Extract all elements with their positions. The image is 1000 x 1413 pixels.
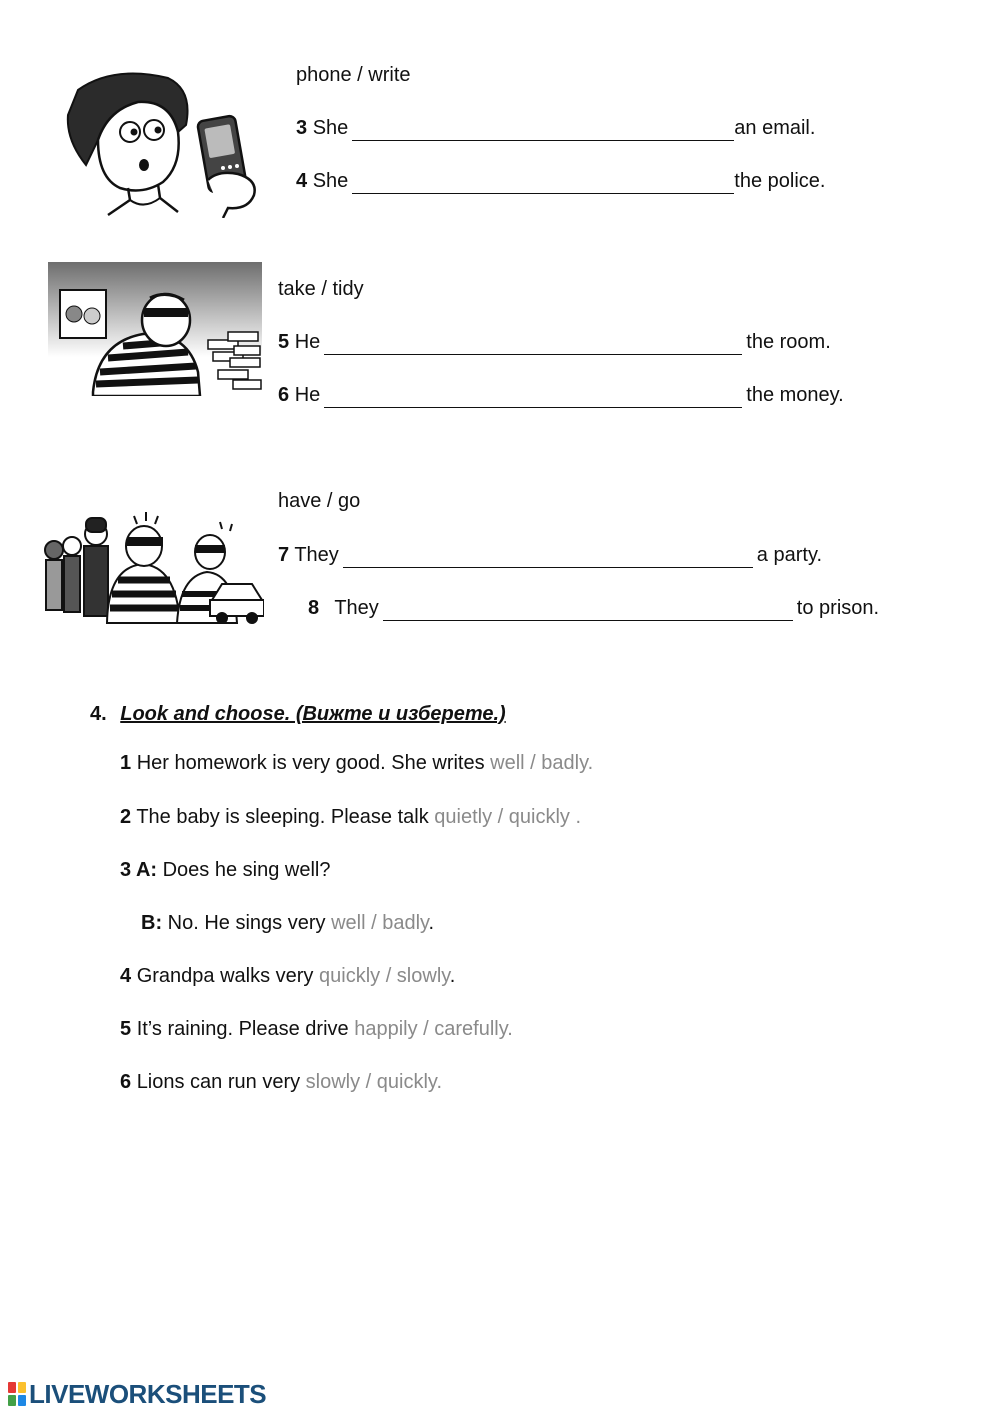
choice-options[interactable]: slowly / quickly. [305,1071,442,1093]
choice-item-4[interactable] [120,965,455,988]
sentence-number: 8 [308,597,320,619]
choice-item-6[interactable] [120,1071,442,1094]
answer-input-7[interactable] [343,545,753,568]
burglars-arrested-illustration [42,508,264,630]
verbs-hint-text: phone / write [296,64,411,86]
sentence-number: 5 [278,331,290,353]
item-number: 2 [120,806,132,828]
answer-input-3[interactable] [352,118,734,141]
logo-block-green [8,1395,16,1406]
item-text: Does he sing well? [162,859,331,881]
item-text: Grandpa walks very [136,965,314,987]
sentence-subject: He [294,331,321,353]
sentence-subject: She [312,117,349,139]
sentence-number: 6 [278,384,290,406]
sentence-subject: They [334,597,379,619]
logo-text: LIVEWORKSHEETS [29,1378,267,1409]
exercise-4-heading [90,703,506,726]
item-text: The baby is sleeping. Please talk [136,806,429,828]
sentence-ending: the police. [734,170,826,192]
sentence-3 [296,117,815,141]
logo-block-blue [18,1395,26,1406]
choice-options[interactable]: quickly / slowly [319,965,450,987]
answer-input-6[interactable] [324,385,742,408]
sentence-ending: the room. [746,331,831,353]
item-number: 4 [120,965,132,987]
item-number: 1 [120,752,132,774]
choice-options[interactable]: well / badly. [490,752,594,774]
sentence-ending: to prison. [796,597,880,619]
sentence-ending: a party. [756,544,823,566]
choice-item-2[interactable] [120,806,581,829]
verbs-hint-1 [296,64,411,87]
verbs-hint-3 [278,490,360,513]
item-text: It’s raining. Please drive [136,1018,349,1040]
choice-item-5[interactable] [120,1018,513,1041]
answer-input-4[interactable] [352,171,734,194]
sentence-7 [278,544,822,568]
choice-options[interactable]: quietly / quickly . [434,806,582,828]
item-period: . [428,912,435,934]
item-text: Lions can run very [136,1071,301,1093]
sentence-number: 7 [278,544,290,566]
choice-options[interactable]: well / badly [331,912,429,934]
sentence-ending: an email. [734,117,816,139]
sentence-4 [296,170,825,194]
woman-phone-illustration [58,70,268,218]
choice-item-3b[interactable] [141,912,434,935]
choice-options[interactable]: happily / carefully. [354,1018,513,1040]
item-text: No. He sings very [167,912,326,934]
sentence-6 [278,384,844,408]
sentence-number: 4 [296,170,308,192]
logo-block-yellow [18,1382,26,1393]
liveworksheets-logo[interactable] [8,1380,266,1408]
sentence-subject: They [294,544,339,566]
item-number: 5 [120,1018,132,1040]
verbs-hint-text: have / go [278,490,361,512]
sentence-8 [308,597,879,621]
item-text: Her homework is very good. She writes [136,752,485,774]
item-period: . [449,965,456,987]
sentence-subject: He [294,384,321,406]
sentence-subject: She [312,170,349,192]
verbs-hint-text: take / tidy [278,278,364,300]
item-number: 6 [120,1071,132,1093]
choice-item-3a [120,859,330,882]
sentence-ending: the money. [746,384,844,406]
sentence-5 [278,331,831,355]
item-number: 3 A: [120,859,158,881]
choice-item-1[interactable] [120,752,593,775]
exercise-title: Look and choose. (Вижте и изберете.) [120,703,506,725]
answer-input-5[interactable] [324,332,742,355]
answer-input-8[interactable] [383,598,793,621]
exercise-number: 4. [90,703,107,725]
logo-block-red [8,1382,16,1393]
logo-blocks-icon [8,1382,26,1406]
sentence-number: 3 [296,117,308,139]
verbs-hint-2 [278,278,364,301]
item-number: B: [141,912,163,934]
burglar-money-illustration [48,262,262,396]
